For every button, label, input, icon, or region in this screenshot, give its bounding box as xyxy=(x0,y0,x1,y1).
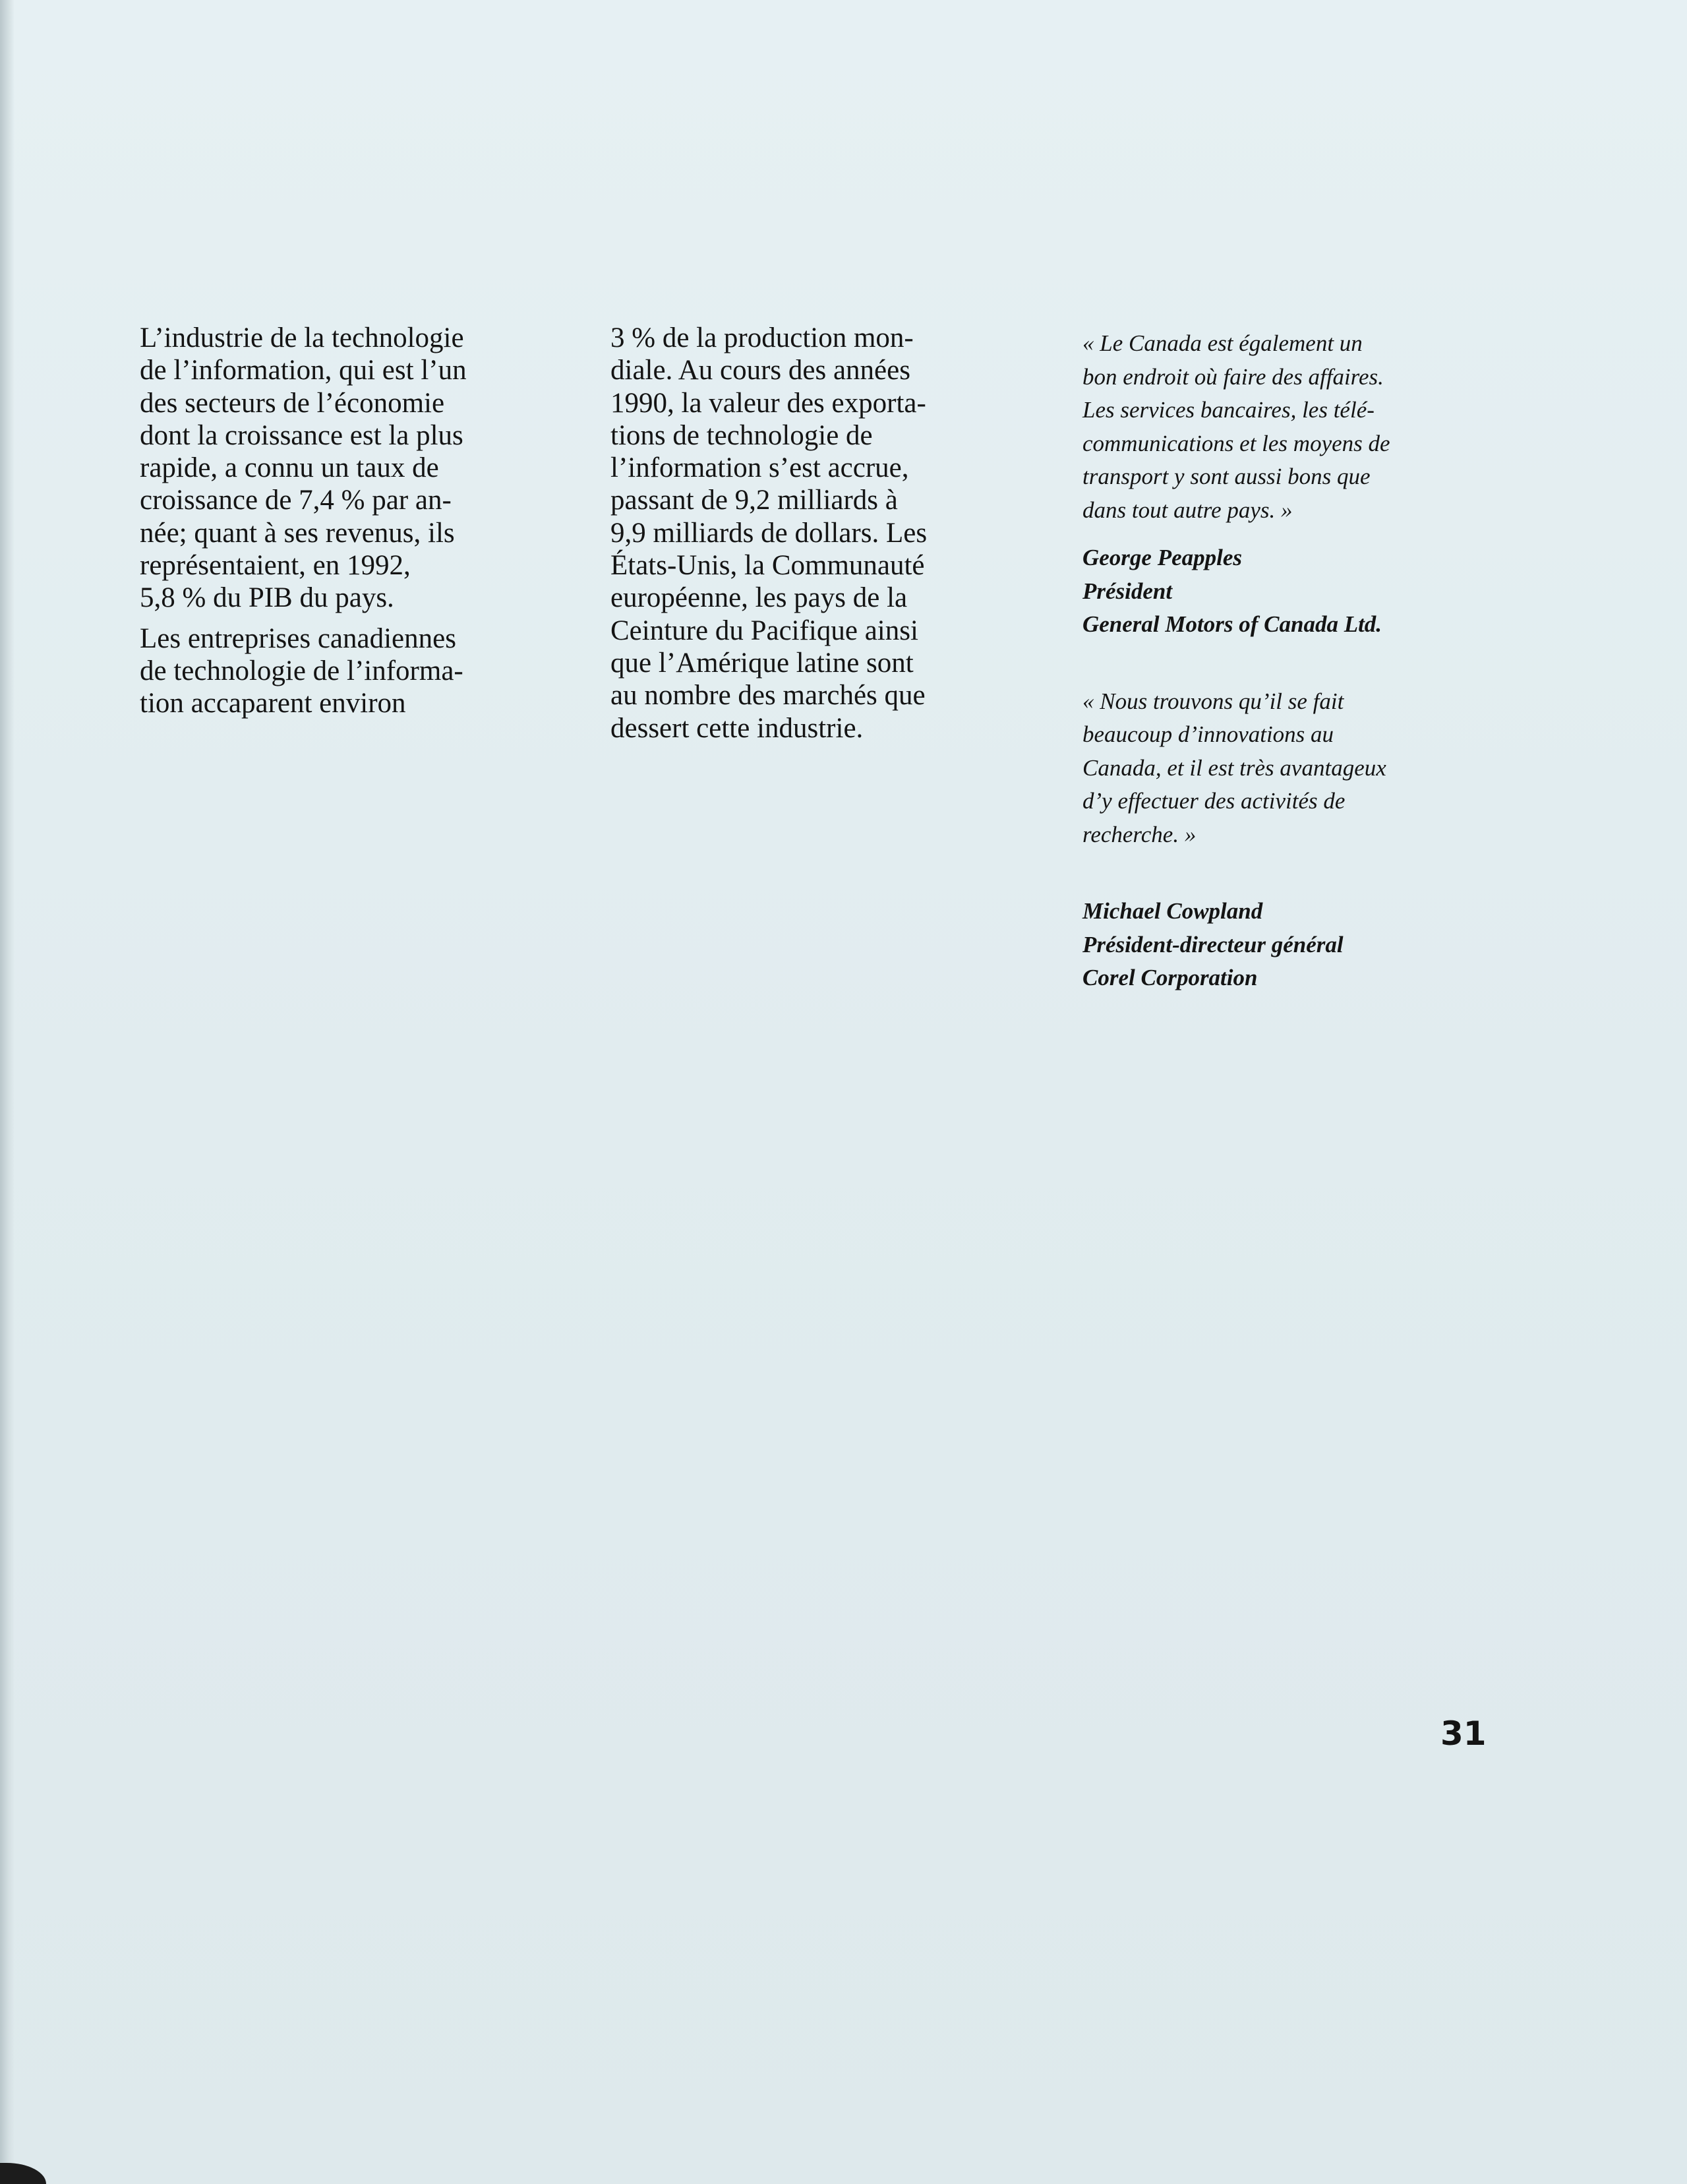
text-line: 5,8 % du PIB du pays. xyxy=(140,582,394,614)
page-number: 31 xyxy=(1440,1714,1487,1753)
text-line: l’information s’est accrue, xyxy=(610,452,909,484)
attribution-peapples xyxy=(1082,541,1491,642)
quote-line: bon endroit où faire des affaires. xyxy=(1082,363,1384,390)
attribution-title: Président xyxy=(1082,578,1173,604)
text-line: Ceinture du Pacifique ainsi xyxy=(610,615,918,646)
quote-peapples xyxy=(1082,327,1491,527)
text-line: née; quant à ses revenus, ils xyxy=(140,517,455,549)
text-line: dessert cette industrie. xyxy=(610,712,864,744)
text-line: représentaient, en 1992, xyxy=(140,550,411,582)
quote-line: d’y effectuer des activités de xyxy=(1082,788,1346,814)
attribution-company: General Motors of Canada Ltd. xyxy=(1082,611,1382,637)
text-line: passant de 9,2 milliards à xyxy=(610,485,898,516)
text-line: 1990, la valeur des exporta- xyxy=(610,387,926,419)
quote-line: communications et les moyens de xyxy=(1082,430,1390,456)
quote-line: beaucoup d’innovations au xyxy=(1082,721,1334,747)
text-line: Les entreprises canadiennes xyxy=(140,622,456,654)
text-line: de technologie de l’informa- xyxy=(140,655,463,686)
text-column-1 xyxy=(140,322,548,728)
quote-line: transport y sont aussi bons que xyxy=(1082,464,1371,489)
text-line: européenne, les pays de la xyxy=(610,582,908,614)
attribution-name: George Peapples xyxy=(1082,545,1243,570)
text-line: 9,9 milliards de dollars. Les xyxy=(610,517,928,549)
attribution-cowpland xyxy=(1082,895,1491,995)
text-line: tions de technologie de xyxy=(610,419,873,451)
page-edge-shadow xyxy=(0,0,15,2184)
text-line: diale. Au cours des années xyxy=(610,355,910,386)
text-line: dont la croissance est la plus xyxy=(140,419,463,451)
quote-line: recherche. » xyxy=(1082,821,1197,847)
page-corner xyxy=(0,2163,46,2184)
quote-column xyxy=(1082,327,1491,995)
column-1-paragraph-2 xyxy=(140,622,548,720)
text-line: des secteurs de l’économie xyxy=(140,387,445,419)
quote-line: « Le Canada est également un xyxy=(1082,330,1363,356)
quote-line: Canada, et il est très avantageux xyxy=(1082,754,1386,781)
text-line: que l’Amérique latine sont xyxy=(610,647,914,679)
quote-line: dans tout autre pays. » xyxy=(1082,497,1293,523)
attribution-title: Président-directeur général xyxy=(1082,931,1344,957)
text-line: croissance de 7,4 % par an- xyxy=(140,485,452,516)
text-line: au nombre des marchés que xyxy=(610,680,926,712)
text-line: tion accaparent environ xyxy=(140,688,406,719)
column-2-paragraph-1 xyxy=(610,322,1019,744)
quote-line: « Nous trouvons qu’il se fait xyxy=(1082,688,1344,714)
text-line: États-Unis, la Communauté xyxy=(610,550,925,582)
text-line: rapide, a connu un taux de xyxy=(140,452,439,484)
text-line: L’industrie de la technologie xyxy=(140,322,464,353)
column-1-paragraph-1 xyxy=(140,322,548,615)
quote-line: Les services bancaires, les télé- xyxy=(1082,397,1375,423)
text-line: de l’information, qui est l’un xyxy=(140,355,467,386)
text-line: 3 % de la production mon- xyxy=(610,322,914,353)
text-column-2 xyxy=(610,322,1019,752)
attribution-name: Michael Cowpland xyxy=(1082,898,1263,924)
quote-cowpland xyxy=(1082,685,1491,852)
attribution-company: Corel Corporation xyxy=(1082,965,1258,990)
